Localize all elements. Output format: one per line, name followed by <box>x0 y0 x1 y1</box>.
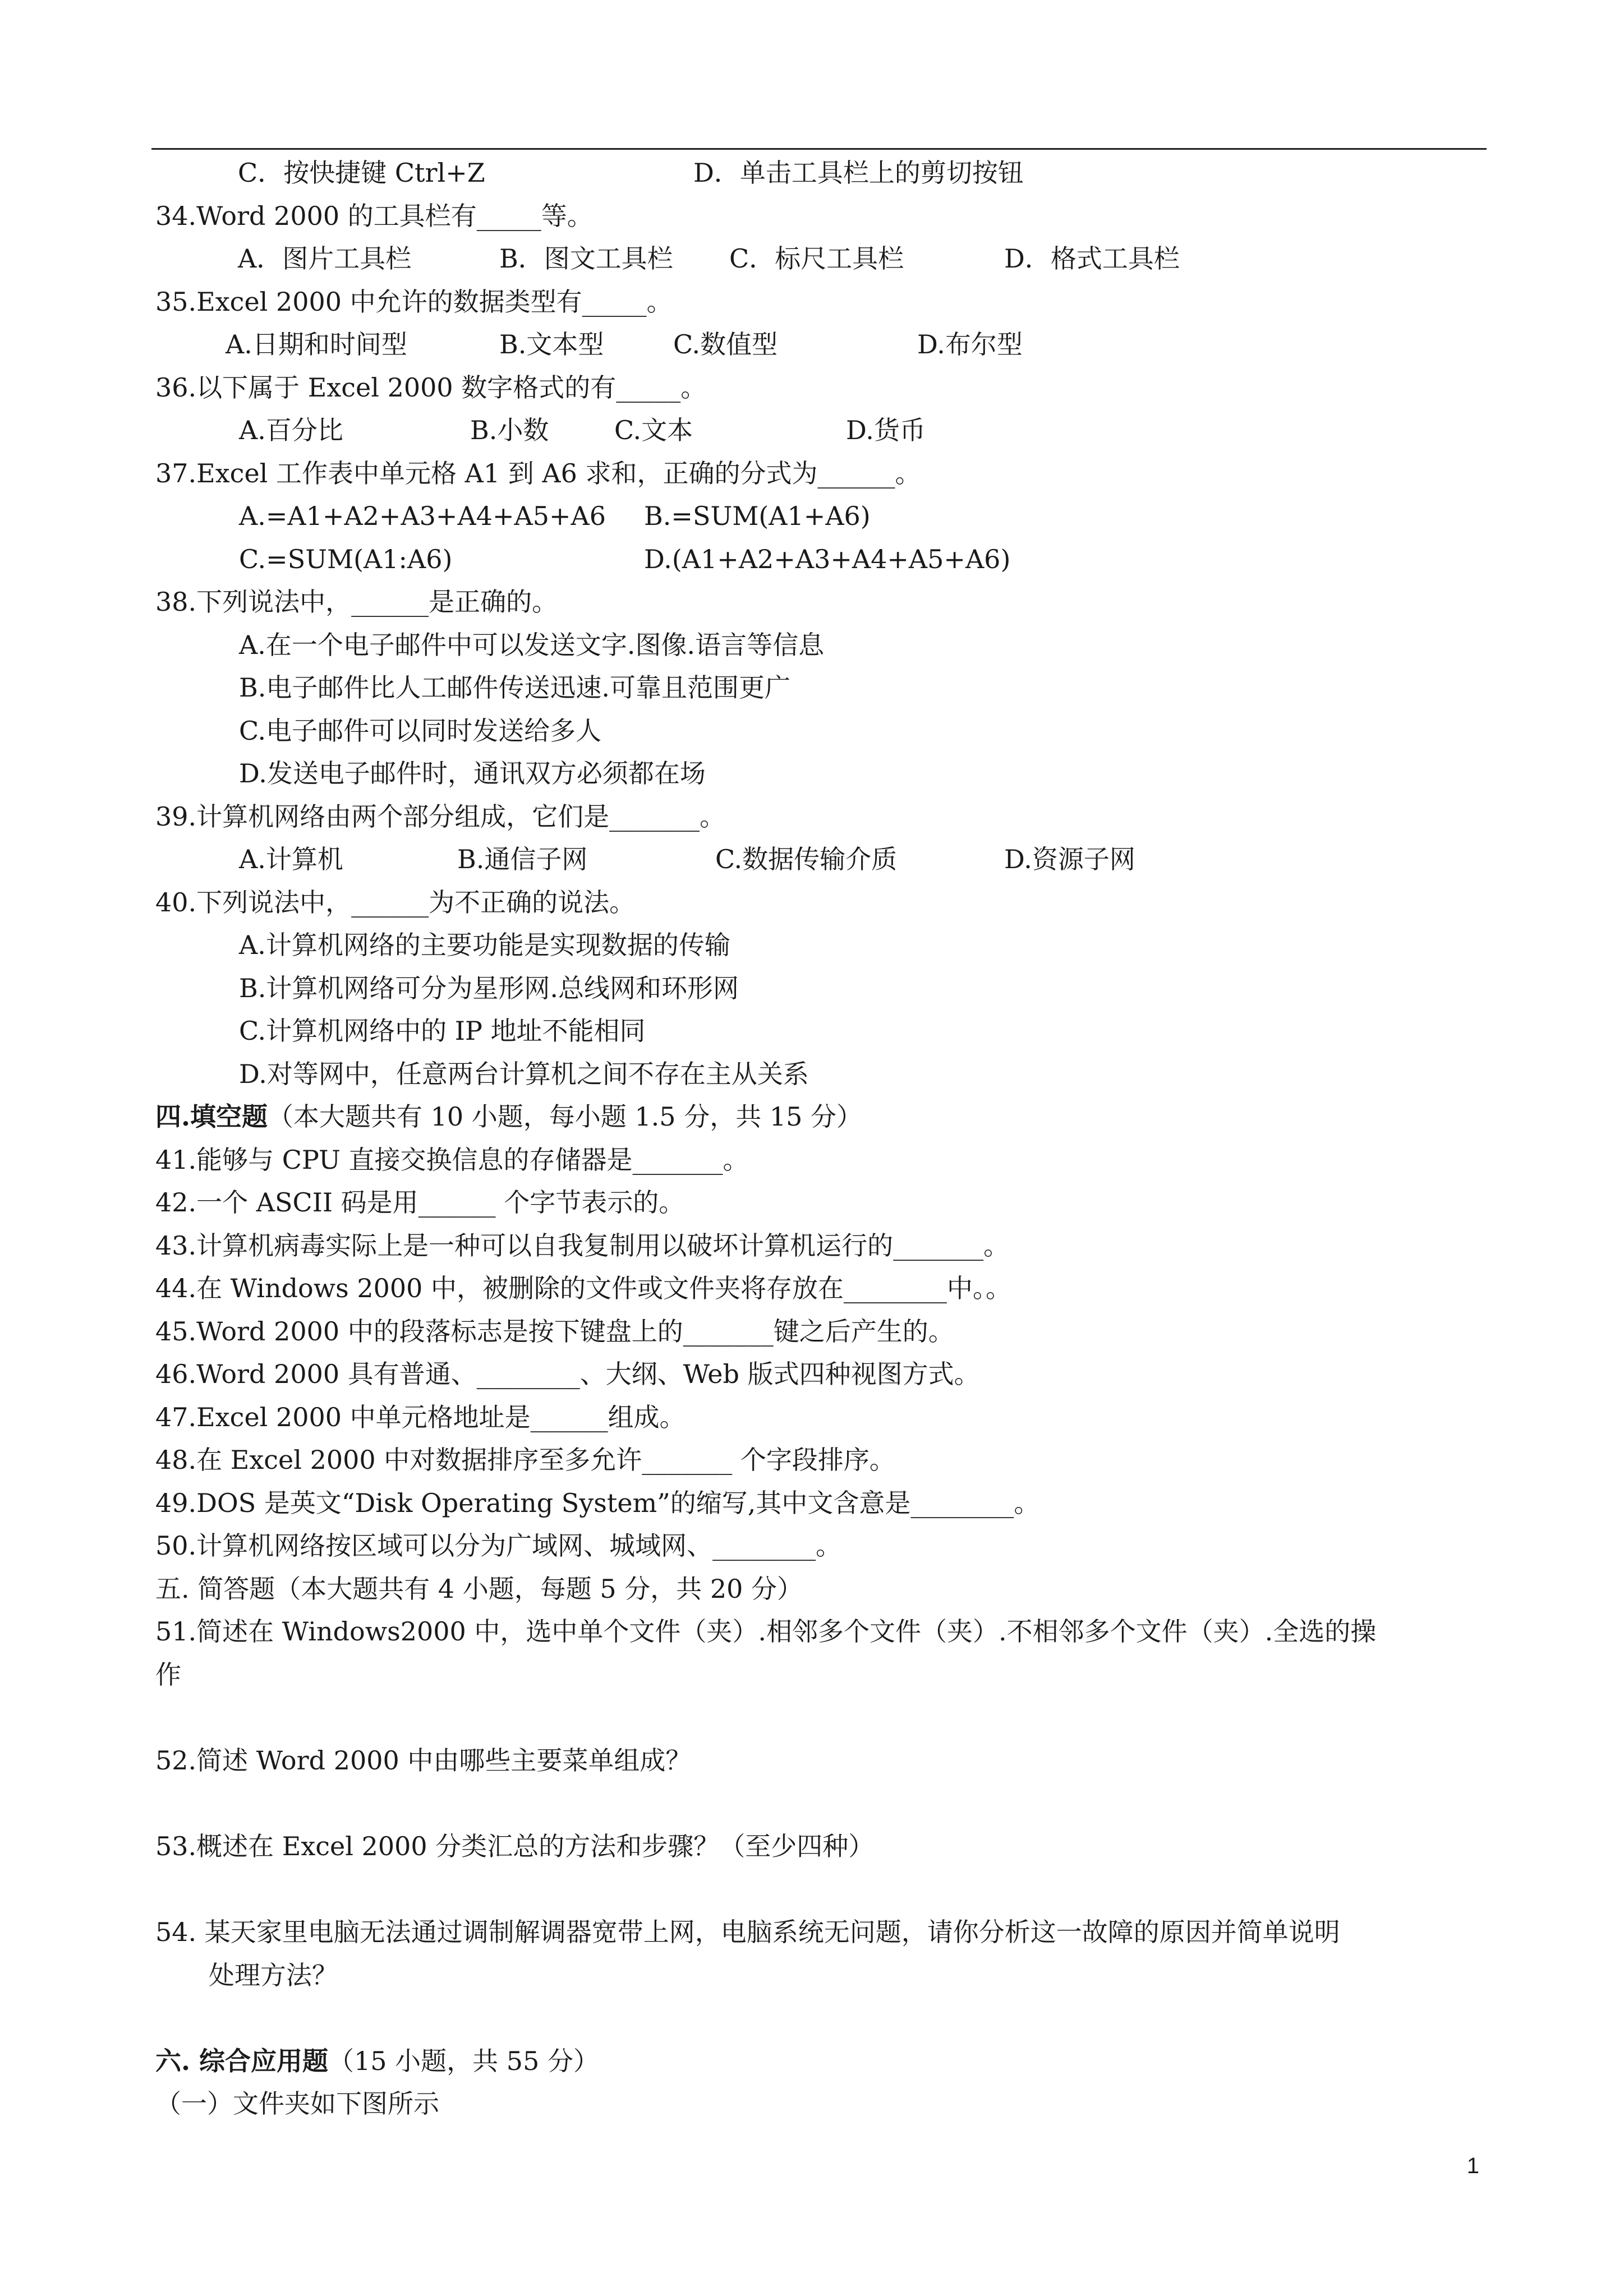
fill-item-41: 41.能够与 CPU 直接交换信息的存储器是_______。 <box>155 1145 749 1175</box>
section-6-note: （15 小题，共 55 分） <box>328 2046 599 2076</box>
q34-option-b: B．图文工具栏 <box>499 243 673 274</box>
section-4-note: （本大题共有 10 小题，每小题 1.5 分，共 15 分） <box>268 1101 862 1132</box>
q38-option-d: D.发送电子邮件时，通讯双方必须都在场 <box>239 758 706 789</box>
fill-item-50: 50.计算机网络按区域可以分为广域网、城域网、________。 <box>155 1530 842 1561</box>
q33-option-d: D．单击工具栏上的剪切按钮 <box>693 158 1024 188</box>
page-number: 1 <box>1466 2154 1479 2178</box>
q36-option-a: A.百分比 <box>239 415 343 445</box>
q54-line-2: 处理方法？ <box>209 1960 338 1990</box>
q39-option-a: A.计算机 <box>239 844 343 874</box>
fill-item-49: 49.DOS 是英文“Disk Operating System”的缩写,其中文含意是________。 <box>155 1488 1040 1518</box>
q51-line-1: 51.简述在 Windows2000 中，选中单个文件（夹）.相邻多个文件（夹）.不相邻多个文件（夹）.全选的操 <box>155 1616 1377 1647</box>
q34-option-c: C．标尺工具栏 <box>729 243 904 274</box>
q37-option-b: B.=SUM(A1+A6) <box>644 501 871 531</box>
q36-option-d: D.货币 <box>846 415 926 445</box>
q35-option-d: D.布尔型 <box>917 329 1023 359</box>
q35-stem: 35.Excel 2000 中允许的数据类型有_____。 <box>155 287 673 317</box>
q37-stem: 37.Excel 工作表中单元格 A1 到 A6 求和，正确的分式为______。 <box>155 458 921 488</box>
fill-item-43: 43.计算机病毒实际上是一种可以自我复制用以破坏计算机运行的_______。 <box>155 1230 1010 1261</box>
q38-stem: 38.下列说法中，______是正确的。 <box>155 587 558 617</box>
q35-option-c: C.数值型 <box>673 329 778 359</box>
subsection-1: （一）文件夹如下图所示 <box>155 2088 439 2119</box>
q39-option-c: C.数据传输介质 <box>715 844 898 874</box>
q40-option-c: C.计算机网络中的 IP 地址不能相同 <box>239 1016 646 1046</box>
fill-item-47: 47.Excel 2000 中单元格地址是______组成。 <box>155 1402 686 1432</box>
q37-option-d: D.(A1+A2+A3+A4+A5+A6) <box>644 544 1011 574</box>
q33-option-c: C．按快捷键 Ctrl+Z <box>238 158 485 188</box>
q34-option-a: A．图片工具栏 <box>238 243 412 274</box>
section-5-heading: 五. 简答题（本大题共有 4 小题，每题 5 分，共 20 分） <box>155 1574 803 1604</box>
q53: 53.概述在 Excel 2000 分类汇总的方法和步骤？（至少四种） <box>155 1831 875 1861</box>
q54-line-1: 54. 某天家里电脑无法通过调制解调器宽带上网，电脑系统无问题，请你分析这一故障的原因并简单说明 <box>155 1917 1340 1947</box>
q35-option-a: A.日期和时间型 <box>226 329 407 359</box>
q51-line-2: 作 <box>155 1659 181 1690</box>
fill-item-48: 48.在 Excel 2000 中对数据排序至多允许_______ 个字段排序。 <box>155 1445 895 1475</box>
q40-option-b: B.计算机网络可分为星形网.总线网和环形网 <box>239 973 739 1003</box>
fill-item-46: 46.Word 2000 具有普通、________、大纲、Web 版式四种视图方式。 <box>155 1359 980 1389</box>
section-4-heading <box>155 1101 862 1132</box>
q37-option-c: C.=SUM(A1:A6) <box>239 544 453 574</box>
q34-option-d: D．格式工具栏 <box>1004 243 1180 274</box>
q38-option-b: B.电子邮件比人工邮件传送迅速.可靠且范围更广 <box>239 672 791 703</box>
q37-option-a: A.=A1+A2+A3+A4+A5+A6 <box>239 501 606 531</box>
q40-option-d: D.对等网中，任意两台计算机之间不存在主从关系 <box>239 1059 809 1089</box>
q34-stem: 34.Word 2000 的工具栏有_____等。 <box>155 201 593 231</box>
q39-option-d: D.资源子网 <box>1004 844 1135 874</box>
header-rule <box>151 148 1487 150</box>
q38-option-a: A.在一个电子邮件中可以发送文字.图像.语言等信息 <box>239 630 825 660</box>
q36-option-b: B.小数 <box>470 415 549 445</box>
q52: 52.简述 Word 2000 中由哪些主要菜单组成？ <box>155 1745 692 1776</box>
q36-stem: 36.以下属于 Excel 2000 数字格式的有_____。 <box>155 372 707 403</box>
fill-item-42: 42.一个 ASCII 码是用______ 个字节表示的。 <box>155 1187 685 1218</box>
section-4-title: 四.填空题 <box>155 1101 268 1132</box>
q40-stem: 40.下列说法中，______为不正确的说法。 <box>155 887 636 918</box>
q40-option-a: A.计算机网络的主要功能是实现数据的传输 <box>239 930 730 960</box>
q39-stem: 39.计算机网络由两个部分组成，它们是_______。 <box>155 801 726 832</box>
q36-option-c: C.文本 <box>614 415 693 445</box>
fill-item-44: 44.在 Windows 2000 中，被删除的文件或文件夹将存放在________中。。 <box>155 1273 1012 1303</box>
fill-item-45: 45.Word 2000 中的段落标志是按下键盘上的_______键之后产生的。 <box>155 1316 954 1347</box>
q35-option-b: B.文本型 <box>499 329 604 359</box>
section-6-title: 六. 综合应用题 <box>155 2046 329 2076</box>
section-6-heading <box>155 2048 599 2074</box>
q38-option-c: C.电子邮件可以同时发送给多人 <box>239 716 602 746</box>
q39-option-b: B.通信子网 <box>457 844 588 874</box>
